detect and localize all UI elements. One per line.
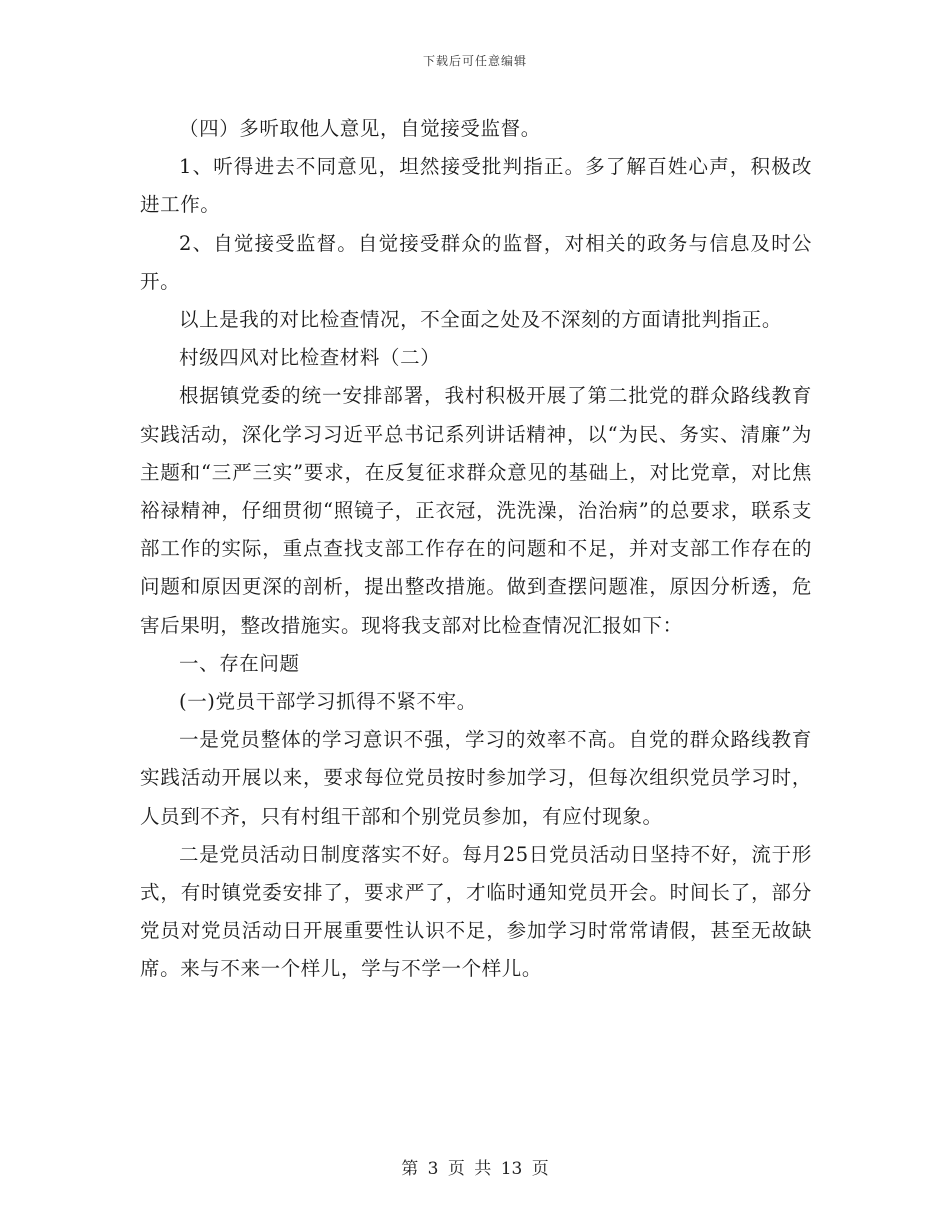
paragraph-point-1: 一是党员整体的学习意识不强，学习的效率不高。自党的群众路线教育实践活动开展以来，要求每位党员按时参加学习，但每次组织党员学习时，人员到不齐，只有村组干部和个别党员参加，有应付现象。 — [140, 728, 812, 828]
paragraph-point-2: 二是党员活动日制度落实不好。每月25日党员活动日坚持不好，流于形式，有时镇党委安排了，要求严了，才临时通知党员开会。时间长了，部分党员对党员活动日开展重要性认识不足，参加学习时常常请假，甚至无故缺席。来与不来一个样儿，学与不学一个样儿。 — [140, 842, 812, 981]
page-number: 第 3 页 共 13 页 — [401, 1159, 549, 1179]
page-header-note: 下载后可任意编辑 — [422, 54, 527, 68]
section-heading-4: （四）多听取他人意见，自觉接受监督。 — [179, 117, 541, 140]
document-body — [140, 110, 812, 989]
document-subtitle: 村级四风对比检查材料（二） — [179, 346, 441, 370]
paragraph-conclusion: 以上是我的对比检查情况，不全面之处及不深刻的方面请批判指正。 — [179, 308, 783, 332]
section-heading-problems: 一、存在问题 — [179, 651, 300, 675]
paragraph-intro: 根据镇党委的统一安排部署，我村积极开展了第二批党的群众路线教育实践活动，深化学习习近平总书记系列讲话精神，以“为民、务实、清廉”为主题和“三严三实”要求，在反复征求群众意见的基础上，对比党章，对比焦裕禄精神，仔细贯彻“照镜子，正衣冠，洗洗澡，治治病”的总要求，联系支部工作的实际，重点查找支部工作存在的问题和不足，并对支部工作存在的问题和原因更深的剖析，提出整改措施。做到查摆问题准，原因分析透，危害后果明，整改措施实。现将我支部对比检查情况汇报如下： — [140, 384, 812, 637]
subsection-heading-1: (一)党员干部学习抓得不紧不牢。 — [179, 690, 477, 714]
paragraph-item-1: 1、听得进去不同意见，坦然接受批判指正。多了解百姓心声，积极改进工作。 — [140, 155, 812, 217]
paragraph-item-2: 2、自觉接受监督。自觉接受群众的监督，对相关的政务与信息及时公开。 — [140, 231, 812, 293]
